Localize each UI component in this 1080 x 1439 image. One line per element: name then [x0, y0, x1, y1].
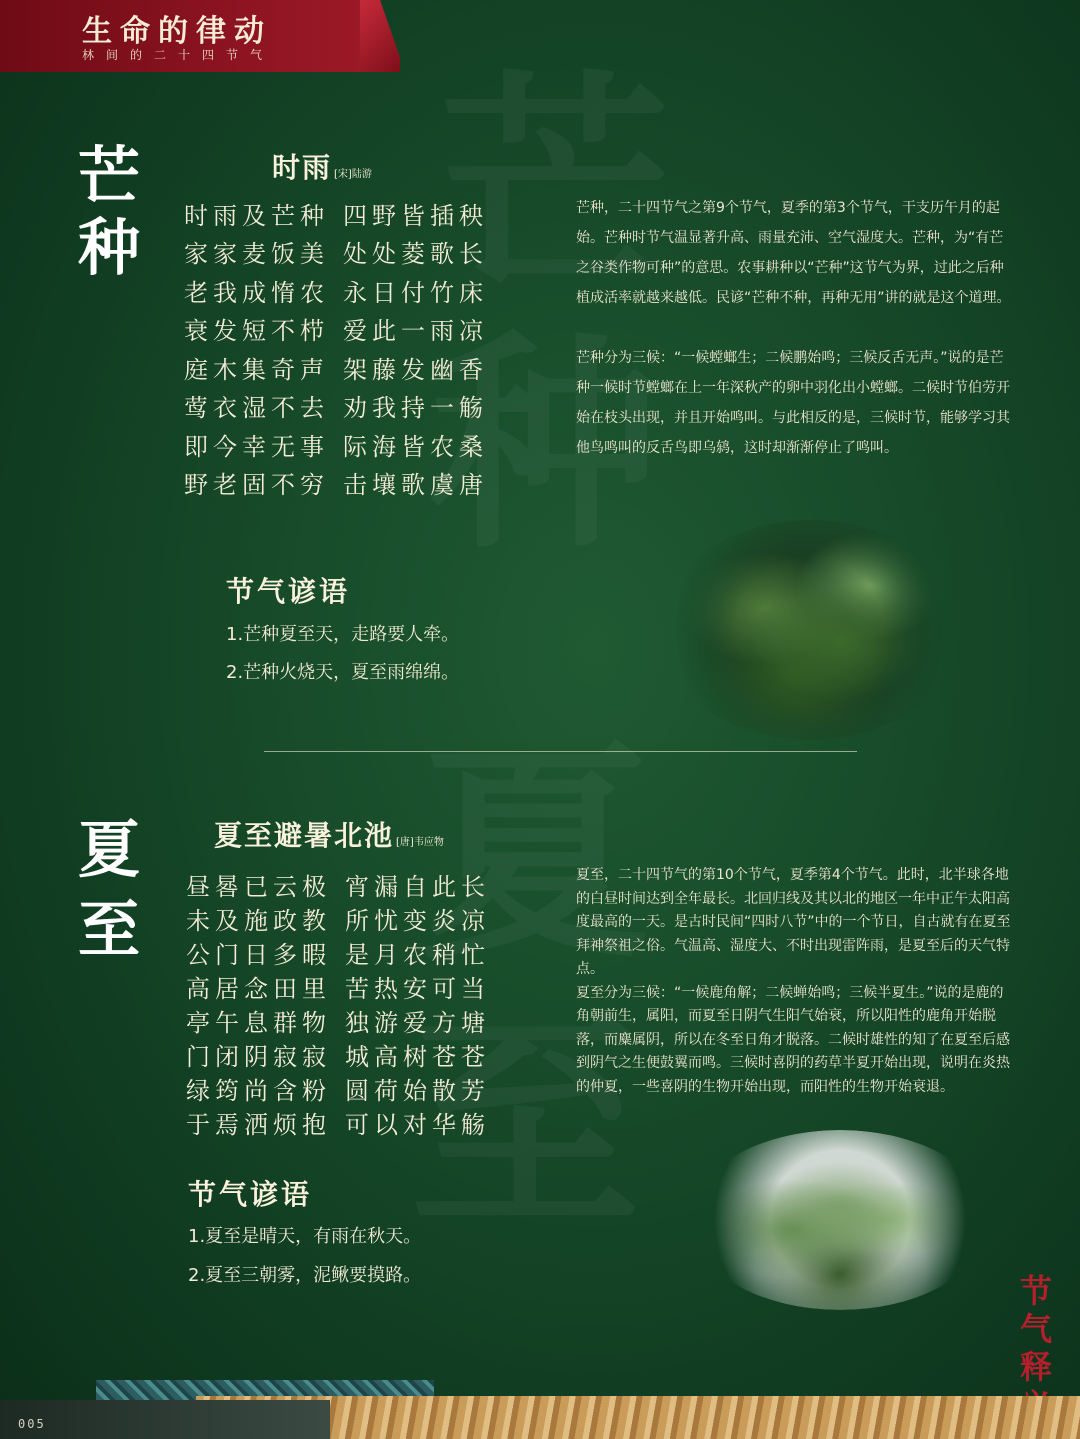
term-title-mangzhong: 芒种 [78, 139, 141, 284]
poem-half-line: 是月农稍忙 [345, 941, 490, 969]
poem-half-line: 亭午息群物 [186, 1009, 331, 1037]
poem-line [186, 969, 490, 1004]
poem-half-line: 庭木集奇声 [184, 356, 329, 384]
poem-half-line: 爱此一雨凉 [343, 317, 488, 345]
poem-line [184, 311, 488, 346]
description-paragraph: 芒种分为三候：“一候螳螂生；二候鹏始鸣；三候反舌无声。”说的是芒种一候时节螳螂在上一年深秋产的卵中羽化出小螳螂。二候时节伯劳开始在枝头出现，并且开始鸣叫。与此相反的是，三候时节，能够学习其他鸟鸣叫的反舌鸟即乌鸫，这时却渐渐停止了鸣叫。 [576, 350, 1010, 456]
poem-half-line: 老我成惰农 [184, 279, 329, 307]
poem-half-line: 际海皆农桑 [343, 433, 488, 461]
poem-line [186, 935, 490, 970]
poem-half-line: 高居念田里 [186, 975, 331, 1003]
poem-half-line: 处处菱歌长 [343, 240, 488, 268]
poem-line [184, 273, 488, 308]
poem-title [214, 814, 444, 854]
poem-line [186, 1071, 490, 1106]
poem-half-line: 劝我持一觞 [343, 394, 488, 422]
poem-half-line: 未及施政教 [186, 907, 331, 935]
proverb-item: 1.夏至是晴天，有雨在秋天。 [188, 1226, 422, 1247]
section-divider [264, 751, 857, 752]
poem-half-line: 架藤发幽香 [343, 356, 488, 384]
poem-half-line: 即今幸无事 [184, 433, 329, 461]
leaf-photo [660, 520, 960, 740]
poem-half-line: 所忧变炎凉 [345, 907, 490, 935]
header-subtitle: 林间的二十四节气 [82, 48, 275, 62]
poem-half-line: 莺衣湿不去 [184, 394, 329, 422]
poem-half-line: 击壤歌虞唐 [343, 471, 488, 499]
poem-line [186, 1003, 490, 1038]
poem-half-line: 公门日多暇 [186, 941, 331, 969]
term-title-xiazhi [78, 810, 148, 970]
poem-half-line: 昼晷已云极 [186, 873, 331, 901]
poem-line [184, 234, 488, 269]
proverbs-title: 节气谚语 [188, 1178, 313, 1211]
description-xiazhi [576, 864, 1012, 1099]
poem-half-line: 门闭阴寂寂 [186, 1043, 331, 1071]
poem-author: [唐]韦应物 [396, 837, 444, 848]
poem-half-line: 苦热安可当 [345, 975, 490, 1003]
poem-half-line: 时雨及芒种 [184, 202, 329, 230]
poem-author: [宋]陆游 [334, 169, 372, 180]
poem-half-line: 城高树苍苍 [345, 1043, 490, 1071]
poem-line [184, 388, 488, 423]
description-paragraph: 芒种，二十四节气之第9个节气，夏季的第3个节气，干支历午月的起始。芒种时节气温显著升高、雨量充沛、空气湿度大。芒种，为“有芒之谷类作物可种”的意思。农事耕种以“芒种”这节气为界，过此之后种植成活率就越来越低。民谚“芒种不种，再种无用”讲的就是这个道理。 [576, 200, 1011, 306]
term-title-text: 夏至 [78, 813, 141, 966]
poem-line [186, 901, 490, 936]
poem-half-line: 于焉洒烦抱 [186, 1111, 331, 1139]
poem-line [184, 196, 488, 231]
proverb-item: 1.芒种夏至天，走路要人牵。 [226, 624, 460, 645]
proverb-item: 2.夏至三朝雾，泥鳅要摸路。 [188, 1265, 422, 1286]
side-label: 节气释 [1020, 1272, 1053, 1386]
poem-line [184, 427, 488, 462]
poem-line [184, 465, 488, 500]
description-paragraph: 夏至，二十四节气的第10个节气，夏季第4个节气。此时，北半球各地的白昼时间达到全年最长。北回归线及其以北的地区一年中正午太阳高度最高的一天。是古时民间“四时八节”中的一个节日，自古就有在夏至拜神祭祖之俗。气温高、湿度大、不时出现雷阵雨，是夏至后的天气特点。 [576, 867, 1011, 977]
description-mangzhong [576, 193, 1016, 463]
poem-half-line: 衰发短不栉 [184, 317, 329, 345]
poem-half-line: 永日付竹床 [343, 279, 488, 307]
poem-half-line: 家家麦饭美 [184, 240, 329, 268]
poem-title-text: 时雨 [272, 151, 333, 184]
page-number: 005 [18, 1417, 46, 1431]
poem-half-line: 宵漏自此长 [345, 873, 490, 901]
header-title: 生命的律动 [82, 14, 272, 49]
poem-title-text: 夏至避暑北池 [214, 819, 395, 852]
poem-line [186, 867, 490, 902]
bottom-dark-strip [0, 1400, 330, 1439]
poem-half-line: 可以对华觞 [345, 1111, 490, 1139]
proverbs-title: 节气谚语 [226, 575, 351, 608]
tree-photo [690, 1130, 990, 1310]
poem-half-line: 绿筠尚含粉 [186, 1077, 331, 1105]
description-paragraph: 夏至分为三候：“一候鹿角解；二候蝉始鸣；三候半夏生。”说的是鹿的角朝前生，属阳，而夏至日阴气生阳气始衰，所以阳性的鹿角开始脱落，而麋属阴，所以在冬至日角才脱落。二候时雄性的知了在夏至后感到阴气之生便鼓翼而鸣。三候时喜阴的药草半夏开始出现，说明在炎热的仲夏，一些喜阴的生物开始出现，而阳性的生物开始衰退。 [576, 984, 1010, 1095]
poem-half-line: 野老固不穷 [184, 471, 329, 499]
poem-line [186, 1105, 490, 1140]
poem-half-line: 四野皆插秧 [343, 202, 488, 230]
poem-line [184, 350, 488, 385]
poem-title [272, 146, 372, 186]
poem-line [186, 1037, 490, 1072]
poem-half-line: 独游爱方塘 [345, 1009, 490, 1037]
poem-half-line: 圆荷始散芳 [345, 1077, 490, 1105]
proverb-item: 2.芒种火烧天，夏至雨绵绵。 [226, 662, 460, 683]
